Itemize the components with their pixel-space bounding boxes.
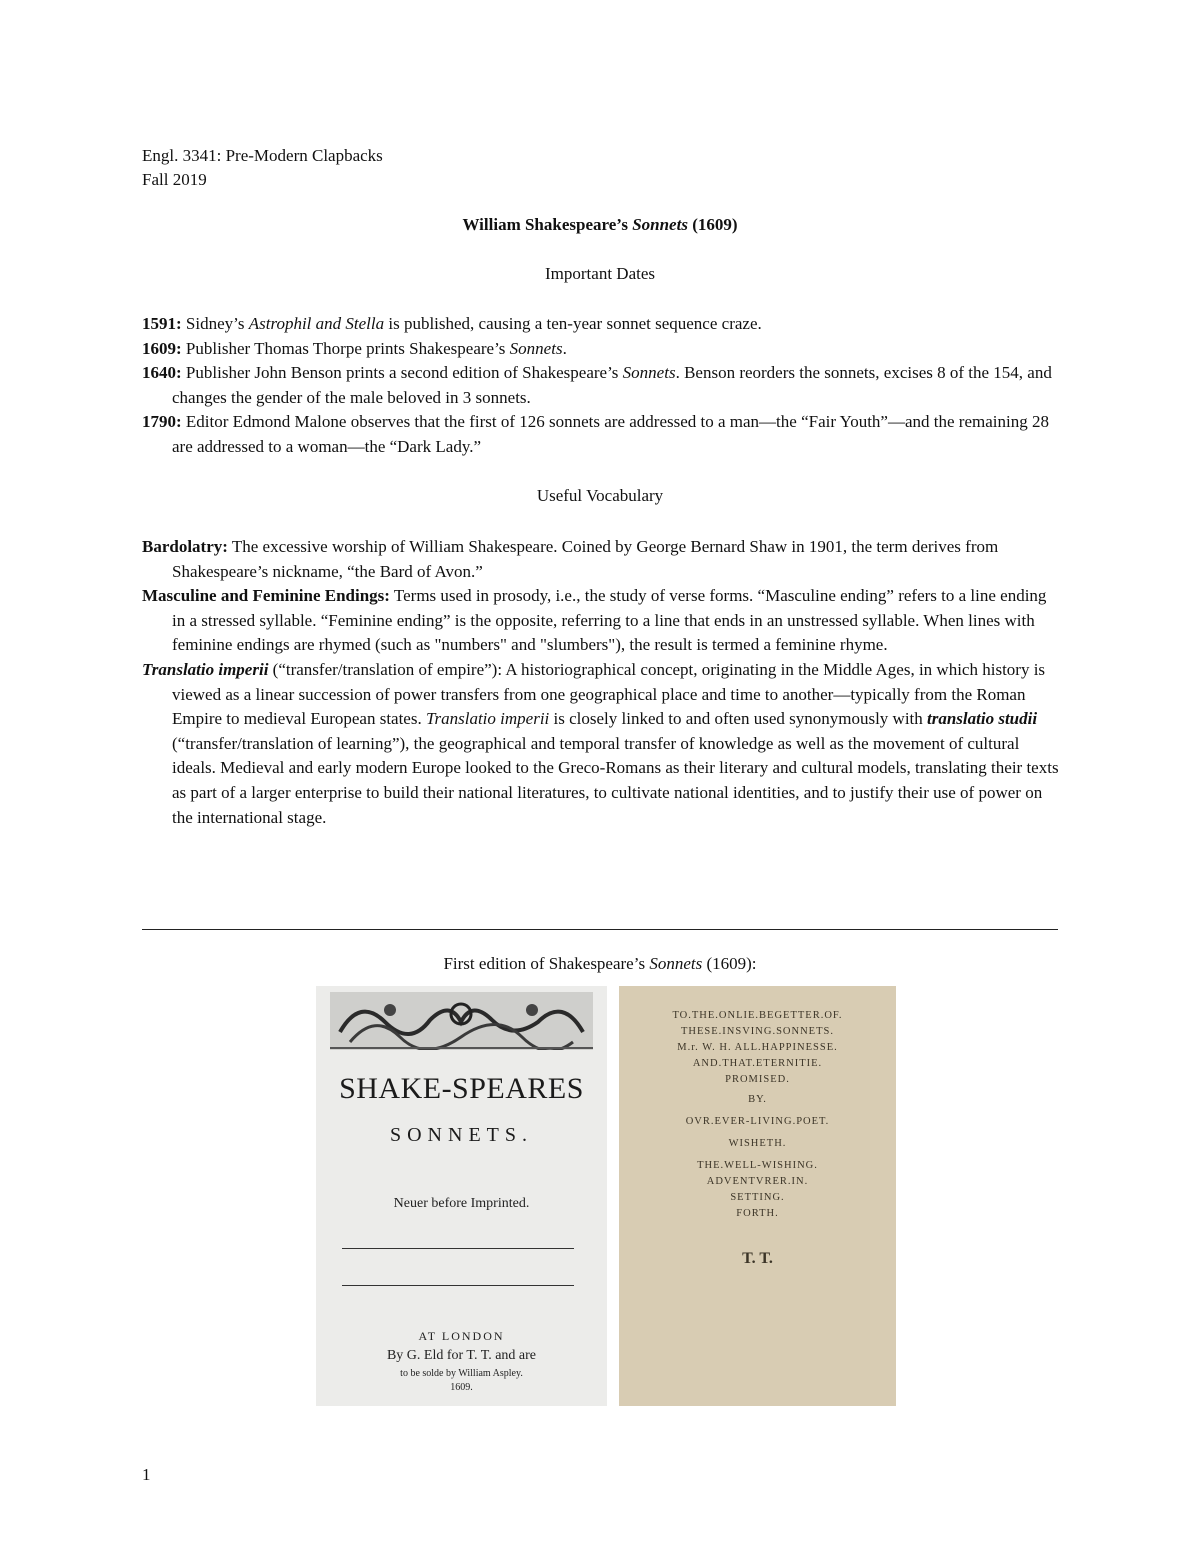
section-divider [142, 929, 1058, 930]
vocab-definition: (“transfer/translation of empire”): A historiographical concept, originating in the Middle Ages, in which history is viewed as a linear succession of power transfers from one geographical place and time to another—typically from the Roman Empire to medieval European states. [172, 659, 1046, 729]
date-text: Publisher John Benson prints a second edition of Shakespeare’s [181, 363, 623, 383]
date-text: . [562, 338, 567, 358]
title-page-year: 1609. [450, 1382, 473, 1393]
printer-ornament-icon [330, 992, 593, 1050]
date-label: 1609: [142, 338, 182, 358]
date-entry-1609 [142, 337, 1062, 362]
vocab-definition: (“transfer/translation of learning”), the geographical and temporal transfer of knowledge as well as the movement of cultural ideals. Medieval and early modern Europe looked to the Greco-Romans as their literary and cultural models, translating their texts as part of a larger enterprise to build their national literatures, to cultivate national identities, and to justify their use of power on the international stage. [172, 733, 1059, 827]
caption-text: (1609): [702, 954, 757, 973]
date-text: . Benson reorders the sonnets, excises 8 of the 154, and changes the gender of the male beloved in 3 sonnets. [172, 363, 1052, 407]
vocab-term-studii: translatio studii [927, 709, 1038, 729]
dedication-line: AND.THAT.ETERNITIE. [692, 1058, 823, 1069]
title-page-subheading: SONNETS. [389, 1124, 533, 1146]
dedication-line: FORTH. [736, 1208, 779, 1219]
document-title [0, 215, 1200, 235]
date-label: 1591: [142, 314, 182, 333]
dedication-line: THESE.INSVING.SONNETS. [681, 1026, 834, 1037]
vocab-entry-translatio [142, 658, 1062, 830]
work-title: Sonnets [509, 338, 563, 358]
dedication-line: OVR.EVER-LIVING.POET. [685, 1116, 830, 1127]
dedication-line: SETTING. [730, 1192, 785, 1203]
vocab-definition: Terms used in prosody, i.e., the study of verse forms. “Masculine ending” refers to a line ending in a stressed syllable. “Feminine ending” is the opposite, referring to a line that ends in an unstressed syllable. When lines with feminine endings are rhymed (such as "numbers" and "slumbers"), the result is termed a feminine rhyme. [172, 586, 1047, 655]
dates-list [142, 312, 1062, 460]
title-work: Sonnets [632, 215, 688, 234]
title-page-note: Neuer before Imprinted. [393, 1196, 530, 1211]
vocab-term: Masculine and Feminine Endings: [142, 586, 390, 606]
page-number: 1 [142, 1465, 151, 1484]
title-page-heading: SHAKE-SPEARES [339, 1072, 584, 1105]
dates-heading: Important Dates [545, 264, 655, 283]
title-page-image [316, 986, 607, 1406]
date-text: Publisher Thomas Thorpe prints Shakespeare’s [181, 338, 510, 358]
date-entry-1790 [142, 410, 1062, 459]
vocab-definition: is closely linked to and often used synonymously with [549, 709, 928, 729]
date-text: Editor Edmond Malone observes that the first of 126 sonnets are addressed to a man—the “Fair Youth”—and the remaining 28 are addressed to a woman—the “Dark Lady.” [172, 412, 1049, 456]
title-page-rule [342, 1248, 574, 1249]
work-title: Astrophil and Stella [248, 314, 385, 333]
vocab-entry-bardolatry [142, 535, 1062, 584]
date-label: 1790: [142, 412, 182, 432]
vocab-term-inline: Translatio imperii [425, 709, 550, 729]
dedication-line: THE.WELL-WISHING. [697, 1160, 818, 1171]
dedication-line: M.r. W. H. ALL.HAPPINESSE. [677, 1042, 838, 1053]
dedication-line: PROMISED. [725, 1074, 790, 1085]
dedication-line: WISHETH. [728, 1138, 787, 1149]
date-entry-1591 [142, 312, 1062, 337]
dedication-line: TO.THE.ONLIE.BEGETTER.OF. [672, 1010, 843, 1021]
date-entry-1640 [142, 361, 1062, 410]
date-text: Sidney’s [181, 314, 249, 333]
dedication-line: BY. [748, 1094, 767, 1105]
vocab-term: Translatio imperii [142, 659, 269, 679]
vocab-term: Bardolatry: [142, 537, 228, 556]
vocab-definition: The excessive worship of William Shakespeare. Coined by George Bernard Shaw in 1901, the term derives from Shakespeare’s nickname, “the Bard of Avon.” [172, 537, 999, 581]
date-label: 1640: [142, 363, 182, 383]
title-author: William Shakespeare’s [462, 215, 633, 234]
figure-caption [0, 954, 1200, 974]
vocabulary-list [142, 535, 1062, 830]
dedication-line: ADVENTVRER.IN. [706, 1176, 809, 1187]
work-title: Sonnets [622, 363, 676, 383]
caption-work: Sonnets [649, 954, 703, 973]
vocabulary-heading: Useful Vocabulary [536, 486, 664, 505]
dedication-signature: T. T. [742, 1250, 773, 1267]
title-year: (1609) [687, 215, 738, 234]
course-term: Fall 2019 [142, 170, 207, 189]
course-header [142, 144, 383, 192]
course-title: Engl. 3341: Pre-Modern Clapbacks [142, 146, 383, 165]
title-page-printer: By G. Eld for T. T. and are [386, 1348, 537, 1363]
dedication-page-image [619, 986, 896, 1406]
title-page-seller: to be solde by William Aspley. [400, 1368, 523, 1379]
title-page-rule [342, 1285, 574, 1286]
vocab-entry-endings [142, 584, 1062, 658]
date-text: is published, causing a ten-year sonnet sequence craze. [384, 314, 762, 333]
title-page-imprint: AT LONDON [418, 1329, 505, 1343]
caption-text: First edition of Shakespeare’s [443, 954, 650, 973]
